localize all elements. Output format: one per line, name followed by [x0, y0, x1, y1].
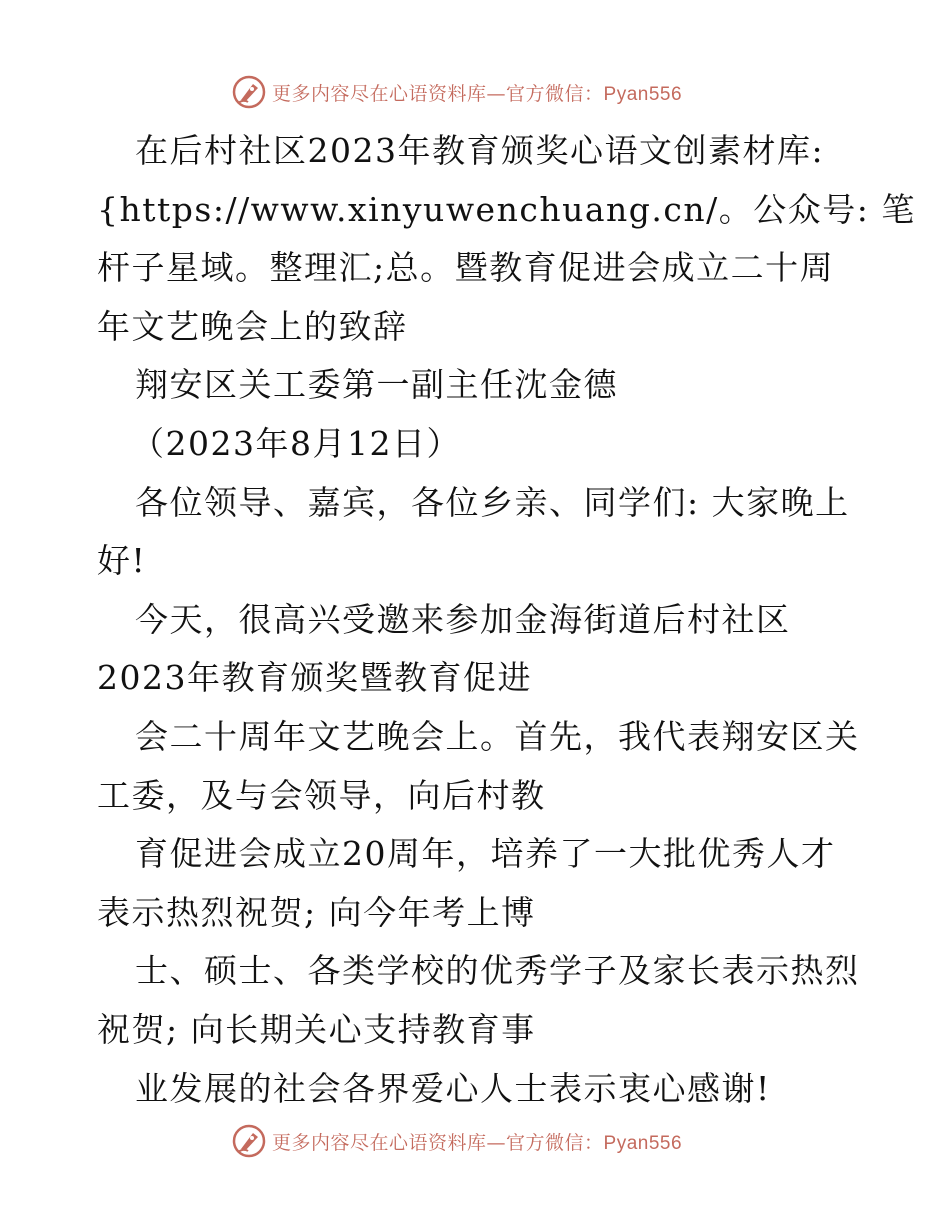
text-line: 工委，及与会领导，向后村教 — [97, 775, 546, 815]
watermark-wechat-label: 官方微信： — [506, 82, 604, 105]
watermark-separator: — — [486, 82, 507, 105]
text-line: 在后村社区2023年教育颁奖心语文创素材库: — [135, 131, 825, 170]
text-line: 今天，很高兴受邀来参加金海街道后村社区 — [135, 599, 791, 639]
speech-body — [97, 122, 916, 1118]
watermark-wechat-id: Pyan556 — [603, 1132, 683, 1154]
text-line: 祝贺; 向长期关心支持教育事 — [97, 1009, 536, 1049]
watermark-wechat-label: 官方微信： — [506, 1131, 604, 1154]
text-line: 好! — [97, 541, 147, 581]
text-line: 会二十周年文艺晚会上。首先，我代表翔安区关 — [135, 716, 860, 756]
watermark-separator: — — [486, 1131, 507, 1154]
watermark-title: 更多内容尽在心语资料库 — [272, 82, 487, 105]
pen-nib-logo-icon — [232, 75, 266, 109]
date-line: （2023年8月12日） — [131, 423, 461, 463]
text-line: 年文艺晚会上的致辞 — [97, 306, 408, 346]
speaker-line: 翔安区关工委第一副主任沈金德 — [135, 365, 618, 405]
watermark-title: 更多内容尽在心语资料库 — [272, 1131, 487, 1154]
text-line: 杆子星域。整理汇;总。暨教育促进会成立二十周 — [97, 248, 835, 288]
text-line: 表示热烈祝贺; 向今年考上博 — [97, 892, 536, 932]
watermark-text — [272, 1128, 682, 1155]
pen-nib-logo-icon — [232, 1124, 266, 1158]
text-line: 业发展的社会各界爱心人士表示衷心感谢! — [135, 1068, 771, 1108]
text-line: {https://www.xinyuwenchuang.cn/。公众号: 笔 — [97, 189, 916, 229]
text-line: 各位领导、嘉宾，各位乡亲、同学们: 大家晚上 — [135, 482, 850, 522]
watermark-header — [232, 72, 682, 112]
watermark-footer — [232, 1121, 682, 1161]
text-line: 士、硕士、各类学校的优秀学子及家长表示热烈 — [135, 951, 860, 991]
watermark-wechat-id: Pyan556 — [603, 83, 683, 105]
watermark-text — [272, 79, 682, 106]
text-line: 育促进会成立20周年，培养了一大批优秀人才 — [135, 834, 836, 874]
text-line: 2023年教育颁奖暨教育促进 — [97, 658, 532, 698]
